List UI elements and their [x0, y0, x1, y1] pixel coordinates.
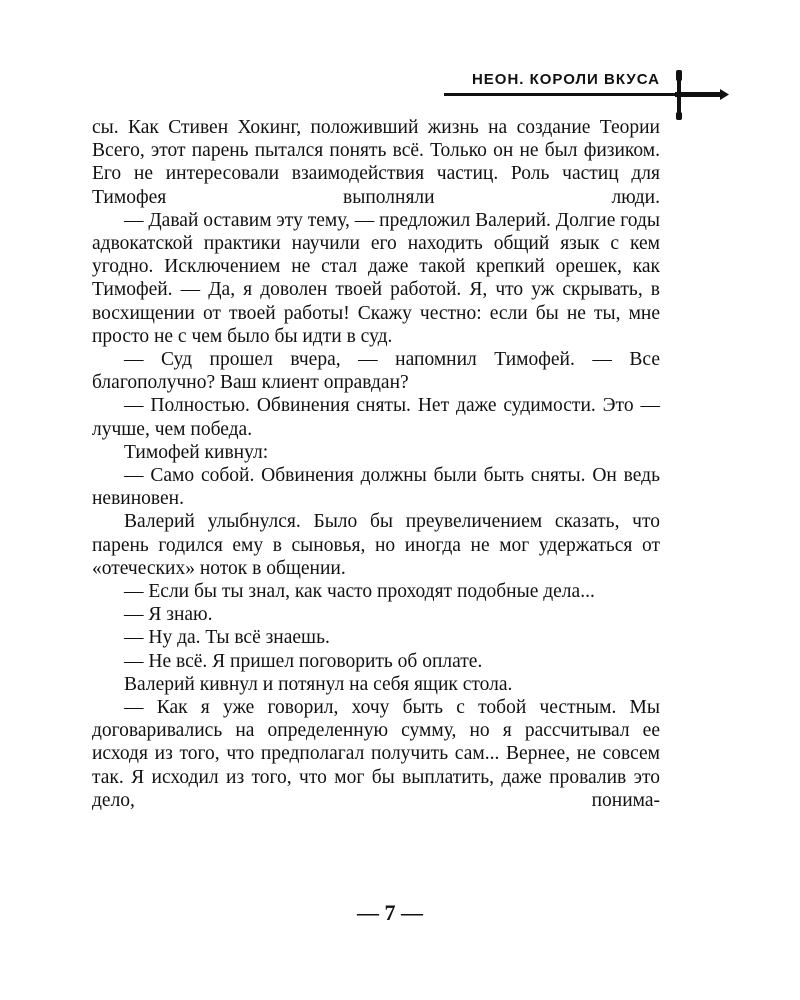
page-number: — 7 — [357, 900, 423, 925]
paragraph: — Давай оставим эту тему, — предложил Валерий. Долгие годы адвокатской практики научили его находить общий язык с кем угодно. Исключением не стал даже такой крепкий орешек, как Тимофей. — Да, я доволен твоей работой. Я, что уж скрывать, в восхищении от твоей работы! Скажу честно: если бы не ты, мне просто не с чем было бы идти в суд. [92, 209, 660, 347]
paragraph: — Если бы ты знал, как часто проходят подобные дела... [124, 581, 595, 603]
paragraph: Валерий кивнул и потянул на себя ящик стола. [124, 673, 513, 695]
paragraph: Валерий улыбнулся. Было бы преувеличением сказать, что парень годился ему в сыновья, но иногда не мог удержаться от «отеческих» ноток в общении. [92, 511, 660, 579]
paragraph: сы. Как Стивен Хокинг, положивший жизнь на создание Теории Всего, этот парень пытался понять всё. Только он не был физиком. Его не интересовали взаимодействия частиц. Роль частиц для Тимофея выполняли люди. [92, 117, 660, 208]
paragraph: — Как я уже говорил, хочу быть с тобой честным. Мы договаривались на определенную сумму, но я рассчитывал ее исходя из того, что предполагал получить сам... Вернее, не совсем так. Я исходил из того, что мог бы выплатить, даже провалив это дело, понима- [92, 697, 660, 811]
paragraph: — Я знаю. [124, 604, 213, 626]
paragraph: Тимофей кивнул: [124, 441, 269, 463]
paragraph: — Полностью. Обвинения сняты. Нет даже судимости. Это — лучше, чем победа. [92, 395, 660, 440]
paragraph: — Ну да. Ты всё знаешь. [124, 627, 330, 649]
paragraph: — Суд прошел вчера, — напомнил Тимофей. — Все благополучно? Ваш клиент оправдан? [92, 349, 660, 394]
paragraph: — Не всё. Я пришел поговорить об оплате. [124, 650, 483, 672]
paragraph: — Само собой. Обвинения должны были быть сняты. Он ведь невиновен. [92, 465, 660, 510]
running-header: НЕОН. КОРОЛИ ВКУСА [471, 71, 660, 88]
sword-ornament-icon [662, 70, 732, 120]
body-text [92, 116, 660, 812]
